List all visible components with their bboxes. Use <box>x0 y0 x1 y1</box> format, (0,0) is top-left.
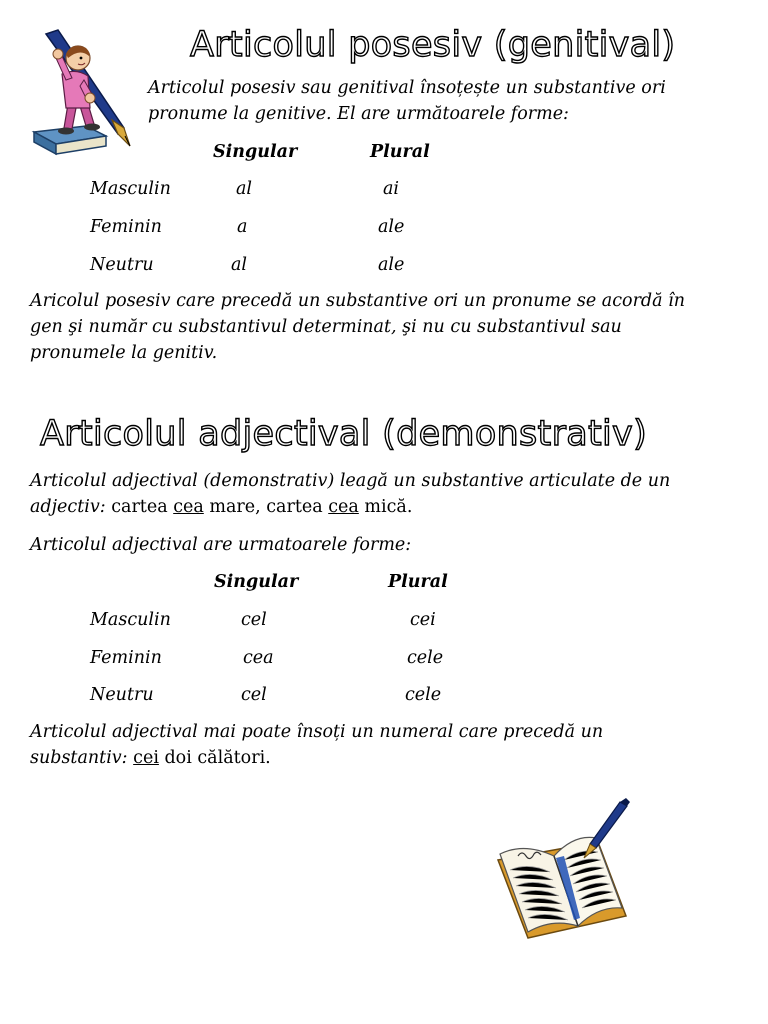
section2-intro-line2 <box>30 494 670 520</box>
table2-header-singular: Singular <box>214 572 299 592</box>
section2-intro-line1: Articolul adjectival (demonstrativ) leagă un substantive articulate de un <box>30 471 671 491</box>
section2-note <box>30 719 603 771</box>
table1-row1-singular: al <box>236 179 253 199</box>
intro-line2-part-f: mică. <box>358 497 413 517</box>
section2-forms-line: Articolul adjectival are urmatoarele forme: <box>30 535 412 555</box>
table2-row1-singular: cel <box>241 610 267 630</box>
table2-row2-gender: Feminin <box>90 648 162 668</box>
example-cea-2: cea <box>328 497 359 517</box>
section1-title: Articolul posesiv (genitival) <box>190 25 676 65</box>
table2-row1-gender: Masculin <box>90 610 171 630</box>
example-cei: cei <box>133 748 159 768</box>
section2-note-line2 <box>30 745 603 771</box>
section2-title: Articolul adjectival (demonstrativ) <box>40 414 648 454</box>
table1-row2-singular: a <box>237 217 248 237</box>
table1-row3-gender: Neutru <box>90 255 154 275</box>
intro-line2-part-a: adjectiv: <box>30 497 112 517</box>
table2-row1-plural: cei <box>410 610 436 630</box>
section1-note-line1: Aricolul posesiv care precedă un substantive ori un pronume se acordă în <box>30 291 686 311</box>
example-cea-1: cea <box>173 497 204 517</box>
table1-row1-plural: ai <box>383 179 400 199</box>
table1-row3-plural: ale <box>378 255 405 275</box>
section1-note <box>30 288 685 366</box>
table2-header-plural: Plural <box>388 572 448 592</box>
table2-row3-plural: cele <box>405 685 442 705</box>
section1-intro <box>148 75 666 127</box>
section2-note-line1: Articolul adjectival mai poate însoți un numeral care precedă un <box>30 722 604 742</box>
table2-row3-gender: Neutru <box>90 685 154 705</box>
open-book-icon <box>494 796 634 944</box>
note-line2-part-a: substantiv: <box>30 748 134 768</box>
table1-header-singular: Singular <box>213 142 298 162</box>
intro-line2-part-d: mare, cartea <box>203 497 329 517</box>
table1-row1-gender: Masculin <box>90 179 171 199</box>
section1-note-line2: gen şi număr cu substantivul determinat, şi nu cu substantivul sau <box>30 317 622 337</box>
intro-line2-part-b: cartea <box>111 497 174 517</box>
table1-row2-gender: Feminin <box>90 217 162 237</box>
section1-intro-line2: pronume la genitive. El are următoarele forme: <box>148 104 569 124</box>
table1-row2-plural: ale <box>378 217 405 237</box>
section1-intro-line1: Articolul posesiv sau genitival însoțește un substantive ori <box>148 78 666 98</box>
table1-row3-singular: al <box>231 255 248 275</box>
section2-intro <box>30 468 670 520</box>
boy-with-pen-icon <box>26 28 138 156</box>
table1-header-plural: Plural <box>370 142 430 162</box>
section1-note-line3: pronumele la genitiv. <box>30 343 218 363</box>
table2-row2-singular: cea <box>243 648 274 668</box>
table2-row3-singular: cel <box>241 685 267 705</box>
table2-row2-plural: cele <box>407 648 444 668</box>
note-line2-part-c: doi călători. <box>158 748 271 768</box>
